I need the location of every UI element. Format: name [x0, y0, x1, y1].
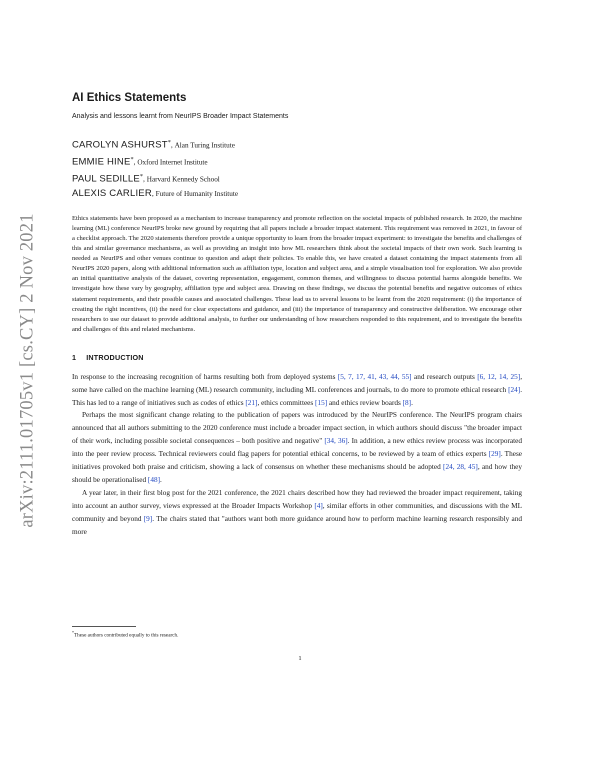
- footnote-body: These authors contributed equally to this research.: [74, 632, 179, 639]
- citation-link[interactable]: [9]: [143, 514, 153, 523]
- section-number: 1: [72, 352, 77, 362]
- intro-paragraph-2: Perhaps the most significant change relating to the publication of papers was introduced by the NeurIPS conference. The NeurIPS program chairs announced that all authors submitting to the 2020 conference must include a broader impact section, in which authors should discuss "the broader impact of their work, including possible societal consequences – both positive and negative" [34, 36]. In addition, a new ethics review process was incorporated into the peer review process. Technical reviewers could flag papers for potential ethical concerns, to be reviewed by a team of ethics experts [29]. These initiatives provoked both praise and criticism, showing a lack of consensus on whether these mechanisms should be adopted [24, 28, 45], and how they should be operationalised [48].: [72, 411, 522, 484]
- introduction-body: [72, 371, 522, 539]
- citation-link[interactable]: [29]: [488, 450, 501, 459]
- paper-title: AI Ethics Statements: [72, 92, 187, 104]
- citation-link[interactable]: [24, 28, 45]: [443, 463, 478, 472]
- author-entry: PAUL SEDILLE*, Harvard Kennedy School: [72, 172, 220, 185]
- author-affiliation: Harvard Kennedy School: [146, 175, 220, 184]
- footnote: [72, 626, 522, 639]
- author-affiliation: Alan Turing Institute: [174, 141, 235, 150]
- footnote-rule: [72, 626, 136, 627]
- section-title: INTRODUCTION: [86, 352, 144, 362]
- author-affiliation: Oxford Internet Institute: [137, 158, 208, 167]
- arxiv-identifier-stamp: [18, 170, 38, 570]
- abstract: Ethics statements have been proposed as a mechanism to increase transparency and promote reflection on the societal impacts of published research. In 2020, the machine learning (ML) conference NeurIPS broke new ground by requiring that all papers include a broader impact statement. This requirement was removed in 2021, in favour of a checklist approach. The 2020 statements therefore provide a unique opportunity to learn from the broader impact experiment: to investigate the benefits and challenges of this and similar governance mechanisms, as well as providing an insight into how ML researchers think about the societal impacts of their own work. Such learning is needed as NeurIPS and other venues continue to question and adapt their policies. To enable this, we have created a dataset containing the impact statements from all NeurIPS 2020 papers, along with additional information such as affiliation type, location and subject area, and a simple visualisation tool for exploration. We also provide an initial quantitative analysis of the dataset, covering representation, engagement, common themes, and willingness to discuss potential harms alongside benefits. We investigate how these vary by geography, affiliation type and subject area. Drawing on these findings, we discuss the potential benefits and negative outcomes of ethics statement requirements, and their possible causes and associated challenges. These lead us to several lessons to be learnt from the 2020 requirement: (i) the importance of creating the right incentives, (ii) the need for clear expectations and guidance, and (iii) the importance of transparency and constructive deliberation. We encourage other researchers to use our dataset to provide additional analysis, to further our understanding of how researchers responded to this requirement, and to investigate the benefits and challenges of this and related mechanisms.: [72, 215, 522, 333]
- citation-link[interactable]: [6, 12, 14, 25]: [477, 372, 521, 381]
- author-name: CAROLYN ASHURST: [72, 139, 168, 151]
- author-affiliation: Future of Humanity Institute: [155, 189, 239, 198]
- citation-link[interactable]: [34, 36]: [324, 437, 348, 446]
- author-list: [72, 136, 522, 201]
- author-entry: EMMIE HINE*, Oxford Internet Institute: [72, 155, 208, 168]
- author-entry: ALEXIS CARLIER, Future of Humanity Institute: [72, 187, 239, 199]
- citation-link[interactable]: [5, 7, 17, 41, 43, 44, 55]: [337, 372, 412, 381]
- intro-paragraph-3: A year later, in their first blog post for the 2021 conference, the 2021 chairs described how they had reviewed the broader impact requirement, taking into account an author survey, views expressed at the Broader Impacts Workshop [4], similar efforts in other communities, and discussions with the ML community and beyond [9]. The chairs stated that "authors want both more guidance around how to perform machine learning research responsibly and more: [72, 488, 522, 536]
- author-mark: *: [130, 155, 134, 163]
- citation-link[interactable]: [48]: [147, 475, 160, 484]
- author-name: ALEXIS CARLIER: [72, 187, 152, 199]
- citation-link[interactable]: [15]: [315, 398, 328, 407]
- arxiv-stamp-text: arXiv:2111.01705v1 [cs.CY] 2 Nov 2021: [17, 212, 38, 528]
- paper-subtitle: Analysis and lessons learnt from NeurIPS Broader Impact Statements: [72, 113, 289, 120]
- citation-link[interactable]: [8]: [402, 398, 412, 407]
- page-number: 1: [298, 655, 302, 662]
- footnote-mark: *: [72, 630, 74, 635]
- author-name: PAUL SEDILLE: [72, 173, 140, 185]
- citation-link[interactable]: [4]: [314, 501, 323, 510]
- section-heading: [72, 353, 522, 362]
- intro-paragraph-1: In response to the increasing recognition of harms resulting both from deployed systems [5, 7, 17, 41, 43, 44, 55] and research outputs [6, 12, 14, 25], some have called on the machine learning (ML) research community, including ML conferences and journals, to do more to promote ethical research [24]. This has led to a range of initiatives such as codes of ethics [21], ethics committees [15] and ethics review boards [8].: [72, 372, 522, 407]
- citation-link[interactable]: [24]: [508, 385, 521, 394]
- footnote-text: [72, 630, 522, 639]
- author-mark: *: [167, 139, 171, 146]
- author-name: EMMIE HINE: [72, 156, 131, 168]
- author-entry: CAROLYN ASHURST*, Alan Turing Institute: [72, 139, 235, 151]
- citation-link[interactable]: [21]: [245, 398, 258, 407]
- author-mark: *: [139, 172, 143, 180]
- paper-page: [72, 92, 522, 538]
